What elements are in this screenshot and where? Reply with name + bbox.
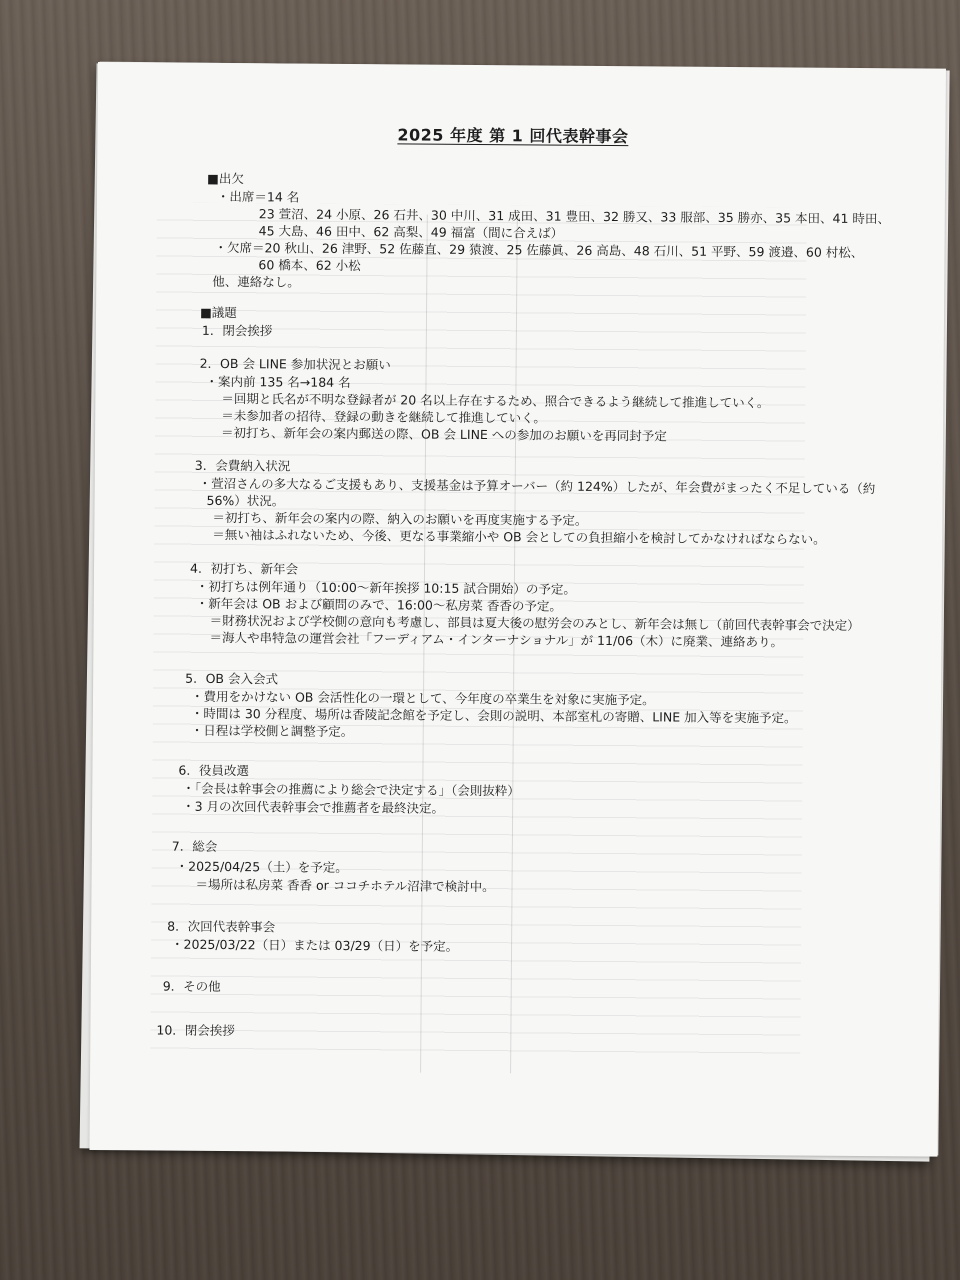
agenda-item-5-line: ・日程は学校側と調整予定。	[190, 722, 354, 740]
agenda-item-8-title: 8．次回代表幹事会	[167, 918, 276, 935]
agenda-item-2-line: ・案内前 135 名→184 名	[205, 373, 351, 390]
agenda-item-3-line: ・萱沼さんの多大なるご支援もあり、支援基金は予算オーバー（約 124%）したが、年会費がまったく不足している（約	[198, 475, 876, 497]
absent-names-2: 60 橋本、62 小松	[258, 257, 361, 274]
absent-names-1: ・欠席＝20 秋山、26 津野、52 佐藤直、29 猿渡、25 佐藤眞、26 高島、48 石川、51 平野、59 渡邉、60 村松、	[214, 239, 864, 261]
agenda-item-4-line: ＝海人や串特急の運営会社「フーディアム・インターナショナル」が 11/06（木）に廃業、連絡あり。	[209, 629, 784, 650]
page-title: 2025 年度 第 1 回代表幹事会	[397, 125, 629, 147]
agenda-item-7-line: ・2025/04/25（土）を予定。	[175, 858, 348, 875]
agenda-item-6-line: ・3 月の次回代表幹事会で推薦者を最終決定。	[182, 798, 445, 816]
agenda-item-5-line: ・時間は 30 分程度、場所は香陵記念館を予定し、会則の説明、本部室札の寄贈、LINE 加入等を実施予定。	[190, 705, 797, 726]
agenda-heading: ■議題	[199, 304, 237, 321]
agenda-item-6-line: ・「会長は幹事会の推薦により総会で決定する」（会則抜粋）	[182, 780, 520, 799]
agenda-item-2-line: ＝回期と氏名が不明な登録者が 20 名以上存在するため、照合できるよう継続して推進していく。	[221, 390, 770, 411]
agenda-item-5-line: ・費用をかけない OB 会活性化の一環として、今年度の卒業生を対象に実施予定。	[190, 688, 655, 708]
agenda-item-2-title: 2．OB 会 LINE 参加状況とお願い	[199, 355, 391, 373]
present-names-1: 23 萱沼、24 小原、26 石井、30 中川、31 成田、31 豊田、32 勝又、33 服部、35 勝亦、35 本田、41 時田、	[258, 206, 891, 227]
agenda-item-10-title: 10．閉会挨拶	[156, 1022, 235, 1039]
agenda-item-9-title: 9．その他	[162, 978, 221, 994]
agenda-item-4-line: ・新年会は OB および顧問のみで、16:00～私房菜 香香の予定。	[195, 595, 562, 614]
agenda-item-3-line: ＝初打ち、新年会の案内の際、納入のお願いを再度実施する予定。	[212, 509, 588, 528]
attendance-heading: ■出欠	[207, 170, 244, 187]
agenda-item-3-line: 56%）状況。	[206, 492, 285, 509]
present-count: ・出席＝14 名	[216, 188, 300, 205]
agenda-item-2-line: ＝初打ち、新年会の案内郵送の際、OB 会 LINE への参加のお願いを再同封予定	[221, 424, 667, 444]
agenda-item-4-line: ・初打ちは例年通り（10:00～新年挨拶 10:15 試合開始）の予定。	[195, 578, 576, 597]
agenda-item-3-line: ＝無い袖はふれないため、今後、更なる事業縮小や OB 会としての負担縮小を検討してかなければならない。	[212, 526, 826, 547]
agenda-item-3-title: 3．会費納入状況	[194, 457, 291, 474]
agenda-item-8-line: ・2025/03/22（日）または 03/29（日）を予定。	[171, 936, 459, 954]
agenda-item-4-title: 4．初打ち、新年会	[189, 560, 299, 577]
present-names-2: 45 大島、46 田中、62 高梨、49 福富（間に合えば）	[258, 223, 564, 241]
agenda-item-4-line: ＝財務状況および学校側の意向も考慮し、部員は夏大後の慰労会のみとし、新年会は無し（前回代表幹事会で決定）	[209, 612, 860, 633]
document-page	[89, 62, 946, 1157]
agenda-item-7-line: ＝場所は私房菜 香香 or ココチホテル沼津で検討中。	[195, 876, 495, 895]
agenda-item-1-title: 1．閉会挨拶	[201, 322, 273, 339]
agenda-item-7-title: 7．総会	[171, 838, 218, 854]
agenda-item-2-line: ＝未参加者の招待、登録の動きを継続して推進していく。	[221, 407, 547, 426]
agenda-item-6-title: 6．役員改選	[178, 762, 249, 779]
attendance-other: 他、連絡なし。	[212, 273, 300, 290]
agenda-item-5-title: 5．OB 会入会式	[185, 670, 279, 687]
